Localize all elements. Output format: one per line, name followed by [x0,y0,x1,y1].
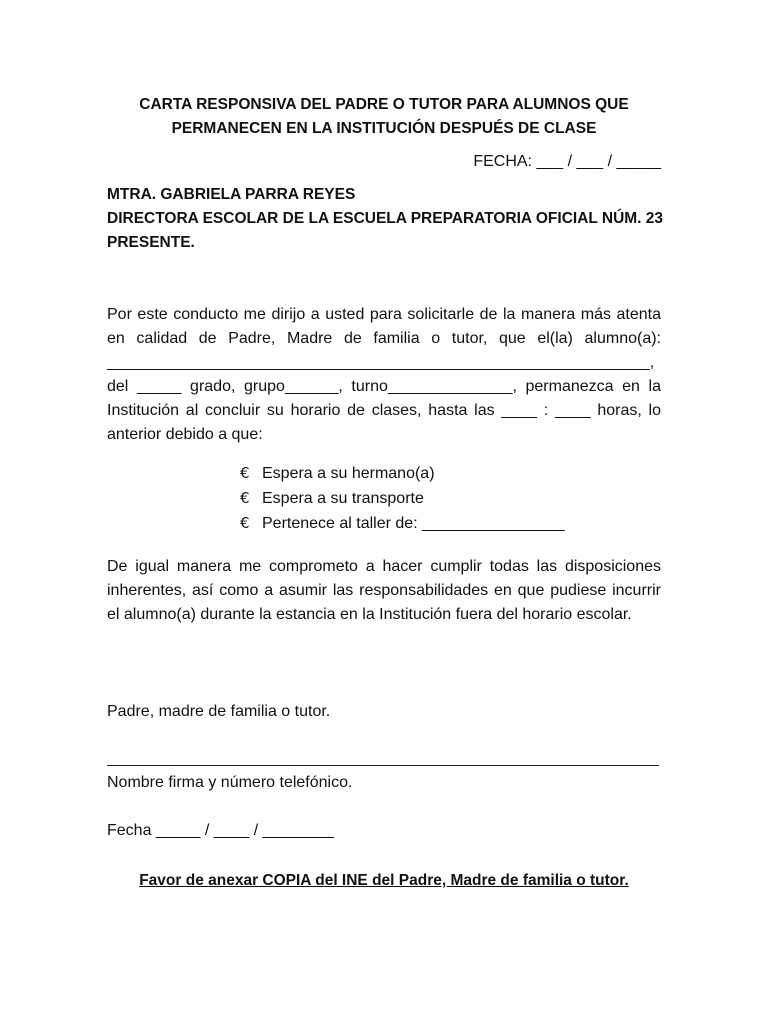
request-paragraph [107,303,661,447]
list-item [240,511,564,536]
paragraph-line: del _____ grado, grupo______, turno______________, permanezca en la [107,378,661,395]
signature-line [107,765,659,766]
option-label: Espera a su hermano(a) [262,465,435,482]
paragraph-line: inherentes, así como a asumir las responsabilidades en que pudiese incurrir [107,582,661,599]
euro-bullet-icon: € [240,514,250,532]
footer-note: Favor de anexar COPIA del INE del Padre, Madre de familia o tutor. [139,872,629,889]
list-item [240,486,564,511]
paragraph-line: De igual manera me comprometo a hacer cumplir todas las disposiciones [107,558,661,575]
addressee-greeting: PRESENTE. [107,234,195,251]
list-item [240,461,564,486]
commitment-paragraph [107,555,661,627]
paragraph-line: anterior debido a que: [107,426,263,443]
paragraph-line: el alumno(a) durante la estancia en la Institución fuera del horario escolar. [107,606,632,623]
addressee-block [107,183,663,255]
paragraph-line: en calidad de Padre, Madre de familia o tutor, que el(la) alumno(a): [107,330,661,347]
signature-label: Padre, madre de familia o tutor. [107,703,331,720]
option-label: Pertenece al taller de: ________________ [262,515,565,532]
option-label: Espera a su transporte [262,490,424,507]
student-name-blank: _____________________________________________________________, [107,354,655,371]
signature-caption: Nombre firma y número telefónico. [107,774,353,791]
document-title [107,93,661,141]
date-field: FECHA: ___ / ___ / _____ [473,153,661,170]
addressee-position: DIRECTORA ESCOLAR DE LA ESCUELA PREPARATORIA OFICIAL NÚM. 23 [107,210,664,227]
paragraph-line: Por este conducto me dirijo a usted para solicitarle de la manera más atenta [107,306,661,323]
title-line-2: PERMANECEN EN LA INSTITUCIÓN DESPUÉS DE CLASE [171,120,597,137]
euro-bullet-icon: € [240,489,250,507]
title-line-1: CARTA RESPONSIVA DEL PADRE O TUTOR PARA ALUMNOS QUE [139,96,629,113]
reason-options-list [240,461,564,536]
paragraph-line: Institución al concluir su horario de clases, hasta las ____ : ____ horas, lo [107,402,661,419]
euro-bullet-icon: € [240,464,250,482]
bottom-date-field: Fecha _____ / ____ / ________ [107,822,334,839]
addressee-name: MTRA. GABRIELA PARRA REYES [107,186,356,203]
